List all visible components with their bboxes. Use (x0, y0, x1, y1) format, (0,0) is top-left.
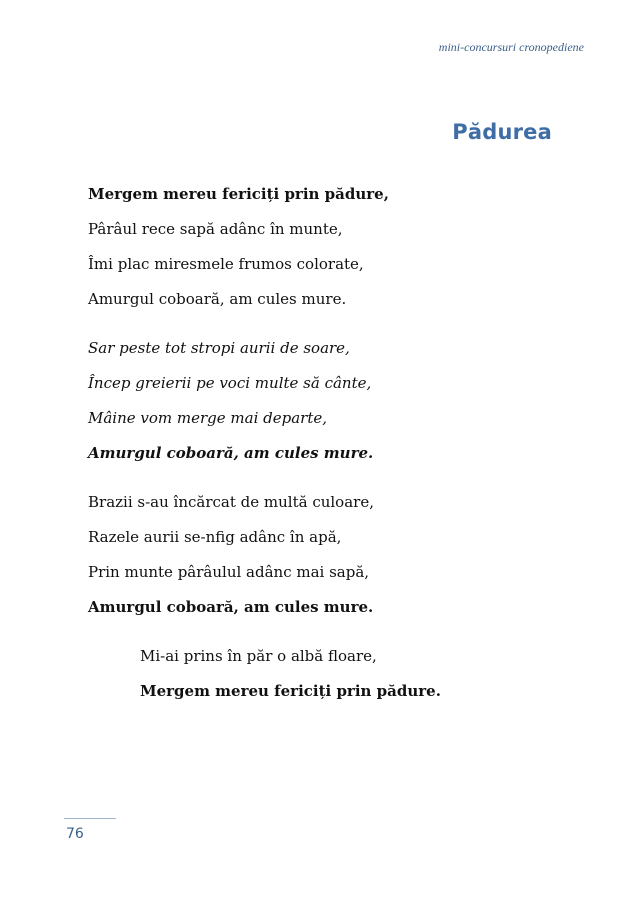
page-number: 76 (66, 826, 84, 842)
poem-title: Pădurea (452, 120, 552, 144)
poem-line: Mergem mereu fericiți prin pădure, (88, 185, 389, 203)
poem-refrain-line: Amurgul coboară, am cules mure. (88, 444, 374, 462)
poem-line: Mergem mereu fericiți prin pădure. (140, 682, 441, 700)
poem-line: Sar peste tot stropi aurii de soare, (88, 339, 350, 357)
stanza-2 (88, 340, 588, 461)
poem-line: Pârâul rece sapă adânc în munte, (88, 220, 343, 238)
poem-line: Îmi plac miresmele frumos colorate, (88, 255, 364, 273)
poem-line: Razele aurii se-nfig adânc în apă, (88, 528, 342, 546)
running-header: mini-concursuri cronopediene (438, 40, 584, 54)
poem-line: Prin munte pârâulul adânc mai sapă, (88, 563, 370, 581)
footer-divider (64, 818, 116, 819)
poem-line: Brazii s-au încărcat de multă culoare, (88, 493, 374, 511)
stanza-4 (140, 648, 588, 699)
poem-refrain-line: Amurgul coboară, am cules mure. (88, 598, 374, 616)
stanza-1 (88, 186, 588, 307)
poem-line: Amurgul coboară, am cules mure. (88, 290, 347, 308)
poem-line: Mi-ai prins în păr o albă floare, (140, 647, 377, 665)
stanza-3 (88, 494, 588, 615)
poem-body (88, 186, 588, 732)
poem-line: Încep greierii pe voci multe să cânte, (88, 374, 372, 392)
poem-line: Mâine vom merge mai departe, (88, 409, 328, 427)
